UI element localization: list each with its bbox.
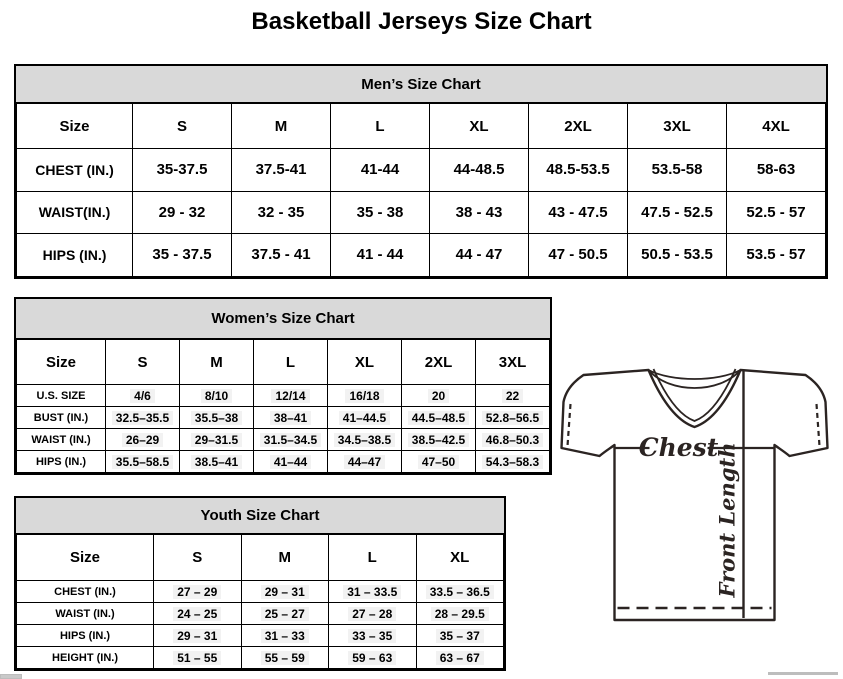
size-value-cell: 4/6 (106, 385, 180, 407)
size-value-cell: 55 – 59 (241, 647, 329, 669)
size-column-header: 4XL (727, 104, 826, 149)
size-value-cell: 20 (402, 385, 476, 407)
size-column-header: M (241, 535, 329, 581)
jersey-outline (562, 370, 828, 620)
size-value-cell: 22 (476, 385, 550, 407)
size-column-header: L (329, 535, 417, 581)
collar-sag-curve-2 (649, 370, 741, 379)
mens-chart-title: Men’s Size Chart (16, 66, 826, 103)
size-value-cell: 37.5-41 (232, 149, 331, 192)
size-value-cell: 52.5 - 57 (727, 191, 826, 234)
table-row (17, 625, 504, 647)
size-value-cell: 32 - 35 (232, 191, 331, 234)
womens-size-chart (14, 297, 552, 475)
table-row (17, 603, 504, 625)
size-value-cell: 41–44.5 (328, 407, 402, 429)
size-value-cell: 58-63 (727, 149, 826, 192)
header-row (17, 104, 826, 149)
mens-size-chart (14, 64, 828, 279)
size-value-cell: 41-44 (331, 149, 430, 192)
womens-size-table (16, 339, 550, 473)
scrollbar-fragment-left[interactable] (0, 674, 22, 679)
size-value-cell: 12/14 (254, 385, 328, 407)
size-value-cell: 33.5 – 36.5 (416, 581, 504, 603)
size-value-cell: 35-37.5 (133, 149, 232, 192)
size-column-header: S (133, 104, 232, 149)
size-value-cell: 28 – 29.5 (416, 603, 504, 625)
table-row (17, 149, 826, 192)
size-value-cell: 44-48.5 (430, 149, 529, 192)
table-row (17, 647, 504, 669)
front-length-label: Front Length (714, 442, 740, 598)
jersey-diagram (552, 360, 835, 652)
size-value-cell: 8/10 (180, 385, 254, 407)
table-row (17, 451, 550, 473)
size-value-cell: 50.5 - 53.5 (628, 234, 727, 277)
size-value-cell: 53.5-58 (628, 149, 727, 192)
row-label: WAIST (IN.) (17, 603, 154, 625)
size-value-cell: 33 – 35 (329, 625, 417, 647)
row-label: HEIGHT (IN.) (17, 647, 154, 669)
size-value-cell: 52.8–56.5 (476, 407, 550, 429)
size-value-cell: 48.5-53.5 (529, 149, 628, 192)
size-value-cell: 29 – 31 (154, 625, 242, 647)
size-column-header: XL (328, 340, 402, 385)
size-value-cell: 38.5–42.5 (402, 429, 476, 451)
size-value-cell: 29–31.5 (180, 429, 254, 451)
size-value-cell: 37.5 - 41 (232, 234, 331, 277)
size-value-cell: 38–41 (254, 407, 328, 429)
size-value-cell: 35.5–38 (180, 407, 254, 429)
size-column-header: L (254, 340, 328, 385)
size-header-cell: Size (17, 340, 106, 385)
scrollbar-fragment-right[interactable] (768, 672, 838, 675)
size-header-cell: Size (17, 535, 154, 581)
size-column-header: S (154, 535, 242, 581)
size-column-header: XL (430, 104, 529, 149)
size-value-cell: 35 - 37.5 (133, 234, 232, 277)
size-value-cell: 31.5–34.5 (254, 429, 328, 451)
size-column-header: S (106, 340, 180, 385)
size-value-cell: 31 – 33 (241, 625, 329, 647)
chest-label: Chest (638, 433, 719, 462)
womens-chart-title: Women’s Size Chart (16, 299, 550, 339)
size-value-cell: 35 – 37 (416, 625, 504, 647)
size-value-cell: 43 - 47.5 (529, 191, 628, 234)
size-value-cell: 35 - 38 (331, 191, 430, 234)
row-label: HIPS (IN.) (17, 451, 106, 473)
row-label: U.S. SIZE (17, 385, 106, 407)
row-label: HIPS (IN.) (17, 234, 133, 277)
size-value-cell: 63 – 67 (416, 647, 504, 669)
header-row (17, 535, 504, 581)
size-value-cell: 27 – 28 (329, 603, 417, 625)
size-value-cell: 41 - 44 (331, 234, 430, 277)
size-value-cell: 54.3–58.3 (476, 451, 550, 473)
size-value-cell: 29 - 32 (133, 191, 232, 234)
size-value-cell: 53.5 - 57 (727, 234, 826, 277)
size-value-cell: 44.5–48.5 (402, 407, 476, 429)
mens-size-table (16, 103, 826, 277)
size-value-cell: 34.5–38.5 (328, 429, 402, 451)
table-row (17, 407, 550, 429)
row-label: HIPS (IN.) (17, 625, 154, 647)
header-row (17, 340, 550, 385)
size-value-cell: 44 - 47 (430, 234, 529, 277)
size-column-header: 2XL (402, 340, 476, 385)
size-value-cell: 47–50 (402, 451, 476, 473)
size-value-cell: 47 - 50.5 (529, 234, 628, 277)
youth-size-table (16, 534, 504, 669)
size-value-cell: 59 – 63 (329, 647, 417, 669)
size-value-cell: 38.5–41 (180, 451, 254, 473)
size-value-cell: 16/18 (328, 385, 402, 407)
row-label: CHEST (IN.) (17, 149, 133, 192)
size-column-header: XL (416, 535, 504, 581)
table-row (17, 191, 826, 234)
row-label: BUST (IN.) (17, 407, 106, 429)
size-value-cell: 32.5–35.5 (106, 407, 180, 429)
table-row (17, 234, 826, 277)
youth-chart-title: Youth Size Chart (16, 498, 504, 534)
size-column-header: 2XL (529, 104, 628, 149)
size-value-cell: 25 – 27 (241, 603, 329, 625)
size-column-header: 3XL (476, 340, 550, 385)
size-column-header: M (232, 104, 331, 149)
size-value-cell: 29 – 31 (241, 581, 329, 603)
row-label: CHEST (IN.) (17, 581, 154, 603)
size-value-cell: 24 – 25 (154, 603, 242, 625)
size-value-cell: 26–29 (106, 429, 180, 451)
size-column-header: L (331, 104, 430, 149)
size-column-header: M (180, 340, 254, 385)
row-label: WAIST (IN.) (17, 429, 106, 451)
youth-size-chart (14, 496, 506, 671)
size-value-cell: 27 – 29 (154, 581, 242, 603)
size-value-cell: 41–44 (254, 451, 328, 473)
size-value-cell: 46.8–50.3 (476, 429, 550, 451)
table-row (17, 581, 504, 603)
table-row (17, 385, 550, 407)
size-value-cell: 38 - 43 (430, 191, 529, 234)
size-header-cell: Size (17, 104, 133, 149)
size-column-header: 3XL (628, 104, 727, 149)
size-value-cell: 51 – 55 (154, 647, 242, 669)
row-label: WAIST(IN.) (17, 191, 133, 234)
size-value-cell: 47.5 - 52.5 (628, 191, 727, 234)
size-value-cell: 31 – 33.5 (329, 581, 417, 603)
size-value-cell: 44–47 (328, 451, 402, 473)
size-value-cell: 35.5–58.5 (106, 451, 180, 473)
table-row (17, 429, 550, 451)
page-title: Basketball Jerseys Size Chart (251, 8, 592, 35)
